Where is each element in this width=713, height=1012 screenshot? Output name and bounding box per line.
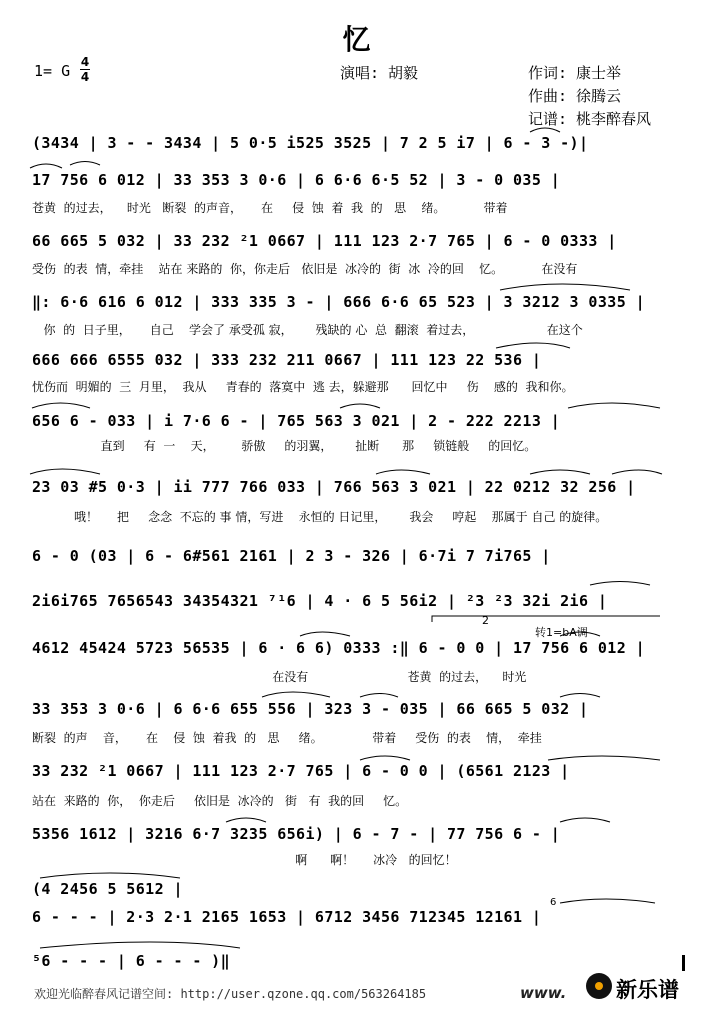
slur-mark — [496, 343, 570, 348]
final-barline — [682, 955, 685, 971]
slur-mark — [590, 582, 650, 586]
key-signature: 1= G — [34, 62, 71, 80]
slur-mark — [40, 873, 180, 878]
score-row-6-lyrics: 直到 有 一 天， 骄傲 的羽翼， 扯断 那 锁链般 的回忆。 — [32, 439, 537, 453]
score-row-5-notes: 666 666 6555 032 | 333 232 211 0667 | 111 123 22 536 | — [32, 351, 542, 369]
score-row-13-notes: 5356 1612 | 3216 6·7 3235 656i) | 6 - 7 - | 77 756 6 - | — [32, 825, 561, 843]
score-row-2-lyrics: 苍黄 的过去， 时光 断裂 的声音， 在 侵 蚀 着 我 的 思 绪。 带着 — [32, 201, 508, 215]
score-row-8-notes: 6 - 0 (03 | 6 - 6#561 2161 | 2 3 - 326 | 6·7i 7 7i765 | — [32, 547, 551, 565]
score-row-3-notes: 66 665 5 032 | 33 232 ²1 0667 | 111 123 2·7 765 | 6 - 0 0333 | — [32, 232, 617, 250]
song-title: 忆 — [342, 23, 371, 56]
score-row-2-notes: 17 756 6 012 | 33 353 3 0·6 | 6 6·6 6·5 52 | 3 - 0 035 | — [32, 171, 561, 189]
slur-mark — [560, 818, 610, 822]
transcriber-credit: 记谱: 桃李醉春风 — [528, 110, 652, 128]
score-row-4-lyrics: 你 的 日子里， 自己 学会了 承受孤 寂， 残缺的 心 总 翻滚 着过去， 在这个 — [32, 323, 583, 337]
score-row-7-notes: 23 03 #5 0·3 | ii 777 766 033 | 766 563 3 021 | 22 0212 32 256 | — [32, 478, 636, 496]
slur-mark — [226, 818, 266, 822]
tuplet-marker: 6 — [550, 897, 557, 908]
score-row-5-lyrics: 忧伤而 明媚的 三 月里， 我从 青春的 落寞中 逃 去，躲避那 回忆中 伤 感的 我和你。 — [32, 380, 574, 394]
slur-mark — [560, 694, 600, 698]
logo-text: 新乐谱 — [616, 978, 679, 1002]
slur-mark — [360, 756, 410, 760]
score-row-14-notes: (4 2456 5 5612 | — [32, 880, 183, 898]
slur-mark — [360, 694, 398, 698]
slur-mark — [376, 470, 430, 474]
slur-mark — [530, 470, 590, 474]
time-signature-top: 4 — [80, 55, 90, 69]
time-signature-bottom: 4 — [80, 70, 90, 84]
slur-mark — [70, 162, 100, 166]
composer-credit: 作曲: 徐腾云 — [528, 87, 622, 105]
modulation-note: 转1=bA调 — [535, 626, 588, 639]
slur-mark — [612, 470, 662, 474]
score-row-9-notes: 2i6i765 7656543 34354321 ⁷¹6 | 4 · 6 5 56i2 | ²3 ²3 32i 2i6 | — [32, 592, 608, 610]
score-row-16-notes: ⁵6 - - - | 6 - - - )‖ — [32, 952, 231, 970]
score-row-1-notes: (3434 | 3 - - 3434 | 5 0·5 i525 3525 | 7 2 5 i7 | 6 - 3 -)| — [32, 134, 589, 152]
volta-bracket — [432, 616, 660, 622]
score-row-6-notes: 656 6 - 033 | i 7·6 6 - | 765 563 3 021 | 2 - 222 2213 | — [32, 412, 561, 430]
score-row-10-lyrics: 在没有 苍黄 的过去， 时光 — [32, 670, 527, 684]
score-row-12-lyrics: 站在 来路的 你， 你走后 依旧是 冰冷的 街 有 我的回 忆。 — [32, 794, 408, 808]
score-row-3-lyrics: 受伤 的表 情，牵挂 站在 来路的 你，你走后 依旧是 冰冷的 街 冰 冷的回 忆。 在没有 — [32, 262, 578, 276]
slur-mark — [560, 899, 655, 903]
score-row-15-notes: 6 - - - | 2·3 2·1 2165 1653 | 6712 3456 712345 12161 | — [32, 908, 542, 926]
score-row-11-notes: 33 353 3 0·6 | 6 6·6 655 556 | 323 3 - 035 | 66 665 5 032 | — [32, 700, 589, 718]
slur-mark — [340, 404, 380, 408]
lyricist-credit: 作词: 康士举 — [528, 64, 622, 82]
slur-mark — [40, 942, 240, 948]
score-row-11-lyrics: 断裂 的声 音， 在 侵 蚀 着我 的 思 绪。 带着 受伤 的表 情， 牵挂 — [32, 731, 542, 745]
score-row-4-notes: ‖: 6·6 616 6 012 | 333 335 3 - | 666 6·6 65 523 | 3 3212 3 0335 | — [32, 293, 645, 311]
score-row-10-notes: 4612 45424 5723 56535 | 6 · 6 6) 0333 :‖ 6 - 0 0 | 17 756 6 012 | — [32, 639, 645, 657]
singer-credit: 演唱: 胡毅 — [340, 64, 419, 82]
slur-mark — [32, 403, 90, 408]
slur-mark — [560, 632, 600, 636]
volta-number: 2 — [482, 614, 489, 627]
slur-mark — [500, 284, 630, 290]
slur-mark — [568, 403, 660, 408]
score-row-7-lyrics: 哦！ 把 念念 不忘的 事 情，写进 永恒的 日记里， 我会 哼起 那属于 自己 的旋律。 — [32, 510, 608, 524]
footer-note: 欢迎光临醉春风记谱空间: http://user.qzone.qq.com/563264185 — [34, 987, 427, 1001]
slur-mark — [30, 469, 100, 474]
slur-mark — [262, 692, 330, 697]
slur-mark — [548, 756, 660, 760]
score-row-12-notes: 33 232 ²1 0667 | 111 123 2·7 765 | 6 - 0 0 | (6561 2123 | — [32, 762, 570, 780]
slur-mark — [30, 164, 62, 168]
slur-mark — [300, 632, 350, 636]
score-row-13-lyrics: 啊 啊！ 冰冷 的回忆！ — [32, 853, 457, 867]
logo-prefix: www. — [520, 984, 567, 1002]
logo-disc-icon — [586, 973, 612, 999]
slur-mark — [530, 128, 560, 132]
